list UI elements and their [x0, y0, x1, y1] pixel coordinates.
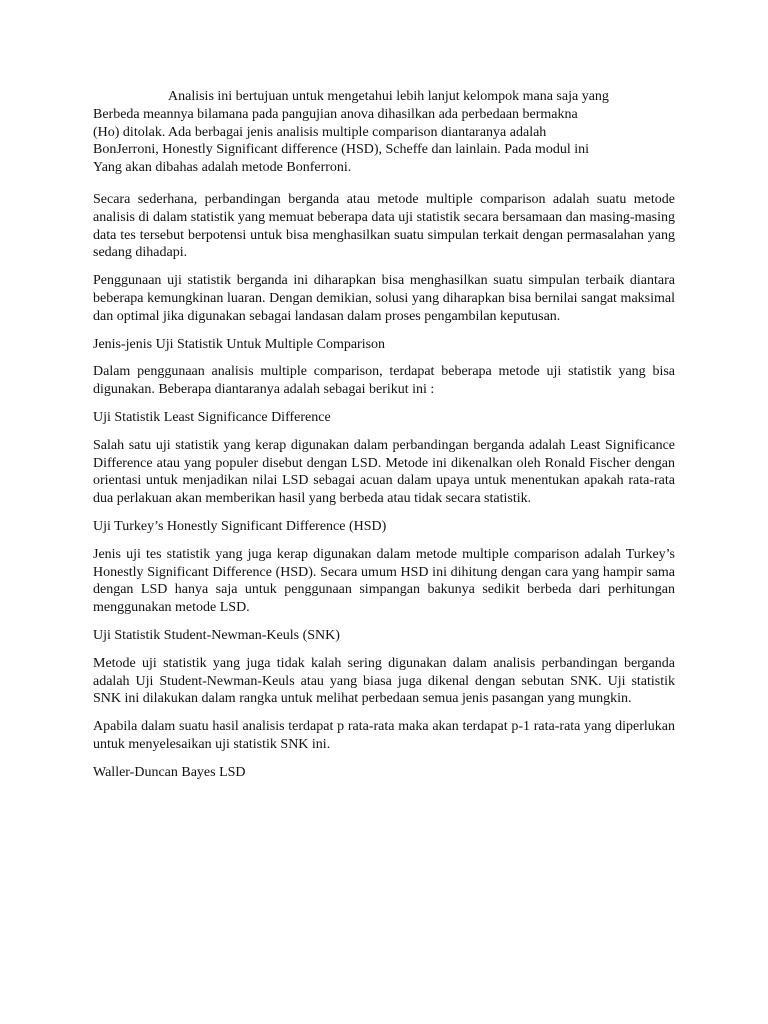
paragraph-lsd: Salah satu uji statistik yang kerap digunakan dalam perbandingan berganda adalah Least Significance Difference atau yang populer disebut dengan LSD. Metode ini dikenalkan oleh Ronald Fischer dengan orientasi untuk menjadikan nilai LSD sebagai acuan dalam upaya untuk menentukan apakah rata-rata dua perlakuan akan memberikan hasil yang berbeda atau tidak secara statistik.: [93, 437, 675, 507]
paragraph-penggunaan-uji: Penggunaan uji statistik berganda ini diharapkan bisa menghasilkan suatu simpulan terbaik diantara beberapa kemungkinan luaran. Dengan demikian, solusi yang diharapkan bisa bernilai sangat maksimal dan optimal jika digunakan sebagai landasan dalam proses pengambilan keputusan.: [93, 273, 675, 324]
intro-line: BonJerroni, Honestly Significant difference (HSD), Scheffe dan lainlain. Pada modul ini: [93, 142, 589, 158]
intro-line: (Ho) ditolak. Ada berbagai jenis analisis multiple comparison diantaranya adalah: [93, 124, 547, 140]
intro-line: Berbeda meannya bilamana pada pangujian anova dihasilkan ada perbedaan bermakna: [93, 106, 578, 122]
intro-line: Analisis ini bertujuan untuk mengetahui lebih lanjut kelompok mana saja yang: [168, 89, 609, 104]
section-heading-snk: Uji Statistik Student-Newman-Keuls (SNK): [93, 627, 340, 643]
section-heading-lsd: Uji Statistik Least Significance Difference: [93, 409, 331, 425]
intro-paragraph: [93, 88, 675, 177]
paragraph-snk-p-rata: Apabila dalam suatu hasil analisis terdapat p rata-rata maka akan terdapat p-1 rata-rata yang diperlukan untuk menyelesaikan uji statistik SNK ini.: [93, 719, 675, 752]
section-heading-jenis-uji: Jenis-jenis Uji Statistik Untuk Multiple Comparison: [93, 336, 386, 352]
section-heading-hsd: Uji Turkey’s Honestly Significant Difference (HSD): [93, 518, 387, 534]
paragraph-perbandingan-berganda: Secara sederhana, perbandingan berganda atau metode multiple comparison adalah suatu metode analisis di dalam statistik yang memuat beberapa data uji statistik secara bersamaan dan masing-masing data tes tersebut berpotensi untuk bisa menghasilkan suatu simpulan terkait dengan permasalahan yang sedang dihadapi.: [93, 191, 675, 261]
section-heading-waller-duncan: Waller-Duncan Bayes LSD: [93, 764, 246, 780]
paragraph-metode-uji: Dalam penggunaan analisis multiple comparison, terdapat beberapa metode uji statistik yang bisa digunakan. Beberapa diantaranya adalah sebagai berikut ini :: [93, 364, 675, 398]
document-page: [93, 88, 675, 792]
paragraph-snk: Metode uji statistik yang juga tidak kalah sering digunakan dalam analisis perbandingan berganda adalah Uji Student-Newman-Keuls atau yang biasa juga dikenal dengan sebutan SNK. Uji statistik SNK ini dilakukan dalam rangka untuk melihat perbedaan semua jenis pasangan yang mungkin.: [93, 655, 675, 707]
paragraph-hsd: Jenis uji tes statistik yang juga kerap digunakan dalam metode multiple comparison adalah Turkey’s Honestly Significant Difference (HSD). Secara umum HSD ini dihitung dengan cara yang hampir sama dengan LSD hanya saja untuk penggunaan simpangan bakunya sedikit berbeda dari perhitungan menggunakan metode LSD.: [93, 546, 675, 616]
intro-line: Yang akan dibahas adalah metode Bonferroni.: [93, 160, 352, 176]
